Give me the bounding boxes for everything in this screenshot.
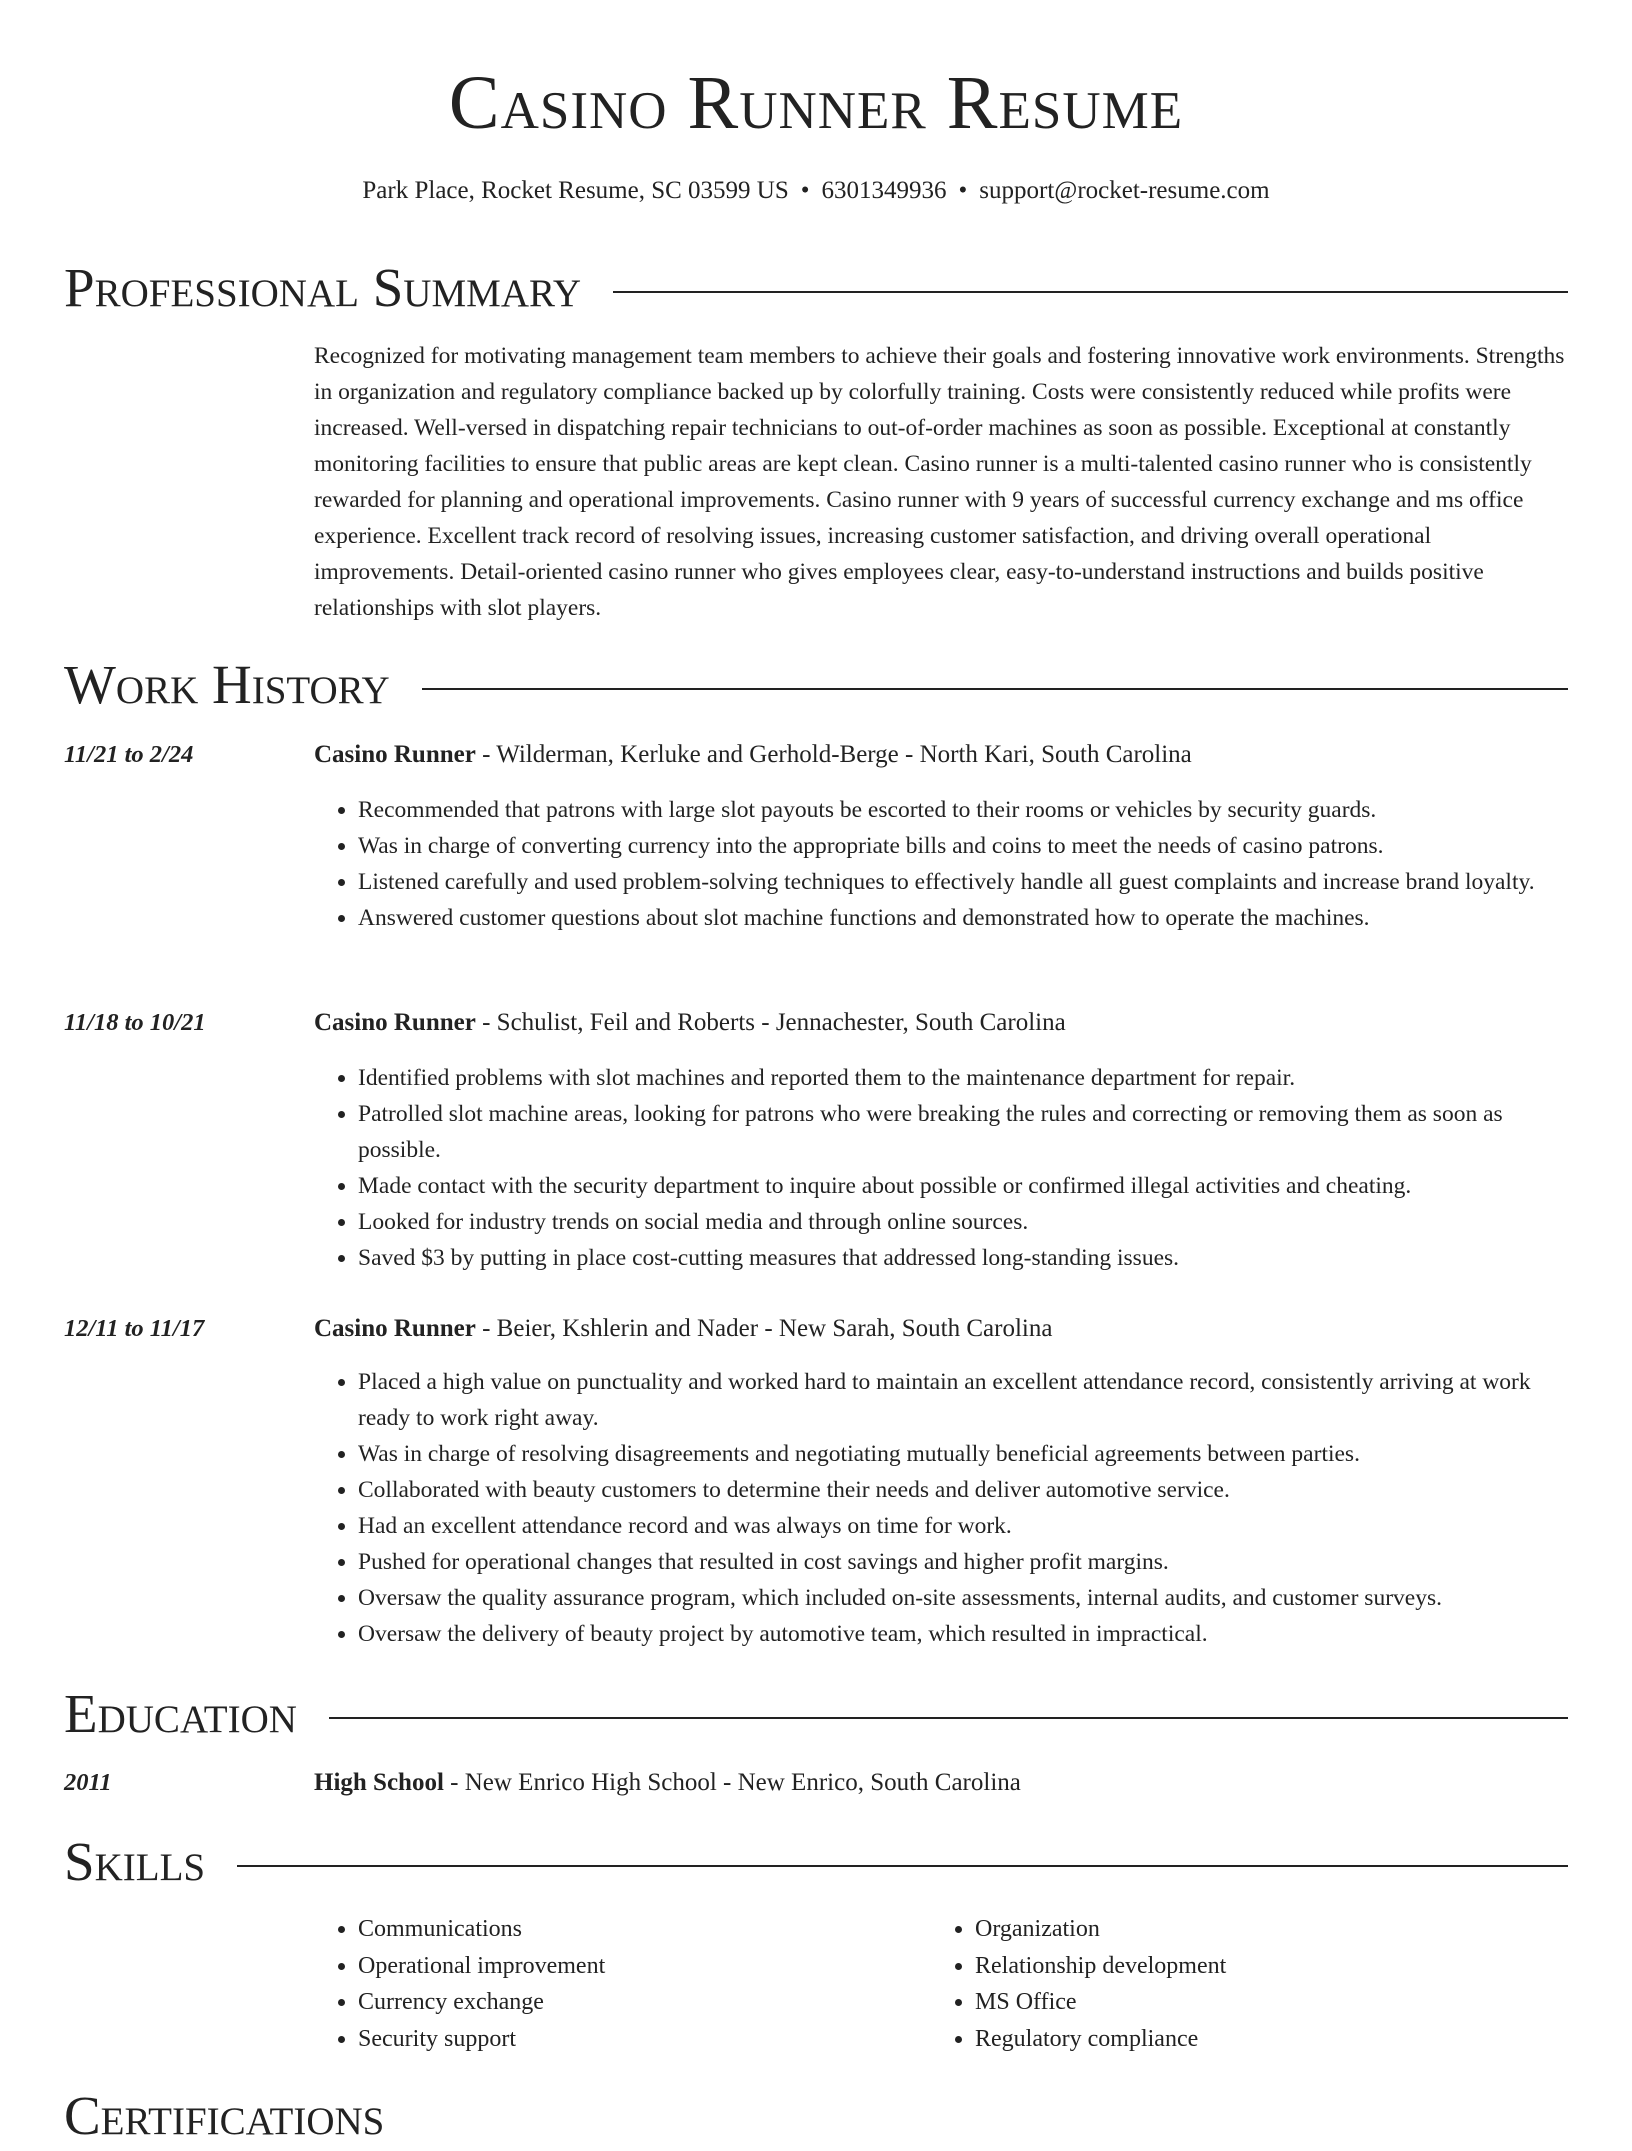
job-title: Casino Runner	[314, 741, 476, 768]
contact-line	[0, 174, 1632, 208]
certifications-section-header	[64, 2081, 1568, 2151]
job-header	[314, 1006, 1568, 1040]
skill-item: • Organization	[975, 1911, 1491, 1948]
job-bullets	[314, 1364, 1568, 1652]
section-divider	[422, 688, 1568, 690]
contact-phone: 6301349936	[821, 177, 947, 204]
skill-item: • Operational improvement	[358, 1948, 874, 1985]
education-entry	[314, 1766, 1568, 1800]
resume-title: Casino Runner Resume	[448, 61, 1184, 145]
job-bullets	[314, 792, 1568, 936]
job-dates: 12/11 to 11/17	[64, 1315, 205, 1342]
skills-list-right	[931, 1911, 1491, 2057]
skill-item: • Communications	[358, 1911, 874, 1948]
skill-item: • MS Office	[975, 1984, 1491, 2021]
contact-email: support@rocket-resume.com	[979, 177, 1270, 204]
certifications-heading: Certifications	[64, 2085, 385, 2146]
skills-heading: Skills	[64, 1831, 206, 1892]
summary-heading: Professional Summary	[64, 257, 582, 318]
section-divider	[613, 291, 1568, 293]
job-employer-location: - Wilderman, Kerluke and Gerhold-Berge - North Kari, South Carolina	[475, 741, 1192, 768]
job-bullet: • Collaborated with beauty customers to determine their needs and deliver automotive service.	[358, 1472, 1568, 1508]
job-employer-location: - Beier, Kshlerin and Nader - New Sarah, South Carolina	[475, 1315, 1053, 1342]
job-bullet: • Placed a high value on punctuality and worked hard to maintain an excellent attendance record, consistently arriving at work ready to work right away.	[358, 1364, 1568, 1436]
education-heading: Education	[64, 1683, 297, 1744]
skill-item: • Regulatory compliance	[975, 2021, 1491, 2058]
job-bullet: • Oversaw the quality assurance program, which included on-site assessments, internal audits, and customer surveys.	[358, 1580, 1568, 1616]
skills-list-left	[314, 1911, 874, 2057]
education-section-header	[64, 1679, 1568, 1749]
job-title: Casino Runner	[314, 1009, 476, 1036]
education-degree: High School	[314, 1769, 444, 1796]
job-bullet: • Had an excellent attendance record and was always on time for work.	[358, 1508, 1568, 1544]
job-bullet: • Answered customer questions about slot machine functions and demonstrated how to operate the machines.	[358, 900, 1568, 936]
section-divider	[329, 1717, 1568, 1719]
contact-separator: •	[800, 177, 810, 204]
skill-item: • Currency exchange	[358, 1984, 874, 2021]
work-history-section-header	[64, 650, 1568, 720]
summary-text: Recognized for motivating management team members to achieve their goals and fostering innovative work environments. Strengths in organization and regulatory compliance backed up by colorfully training. Costs were consistently reduced while profits were increased. Well-versed in dispatching repair technicians to out-of-order machines as soon as possible. Exceptional at constantly monitoring facilities to ensure that public areas are kept clean. Casino runner is a multi-talented casino runner who is consistently rewarded for planning and operational improvements. Casino runner with 9 years of successful currency exchange and ms office experience. Excellent track record of resolving issues, increasing customer satisfaction, and driving overall operational improvements. Detail-oriented casino runner who gives employees clear, easy-to-understand instructions and builds positive relationships with slot players.	[314, 343, 1565, 621]
job-dates: 11/21 to 2/24	[64, 741, 194, 768]
contact-address: Park Place, Rocket Resume, SC 03599 US	[362, 177, 789, 204]
skills-section-header	[64, 1827, 1568, 1897]
job-bullet: • Recommended that patrons with large slot payouts be escorted to their rooms or vehicles by security guards.	[358, 792, 1568, 828]
job-bullet: • Was in charge of converting currency into the appropriate bills and coins to meet the needs of casino patrons.	[358, 828, 1568, 864]
job-bullet: • Pushed for operational changes that resulted in cost savings and higher profit margins.	[358, 1544, 1568, 1580]
skill-item: • Relationship development	[975, 1948, 1491, 1985]
job-bullet: • Saved $3 by putting in place cost-cutting measures that addressed long-standing issues.	[358, 1240, 1568, 1276]
summary-section-header	[64, 253, 1568, 323]
job-header	[314, 1312, 1568, 1346]
skill-item: • Security support	[358, 2021, 874, 2058]
job-title: Casino Runner	[314, 1315, 476, 1342]
job-bullet: • Listened carefully and used problem-solving techniques to effectively handle all guest complaints and increase brand loyalty.	[358, 864, 1568, 900]
job-bullet: • Oversaw the delivery of beauty project by automotive team, which resulted in impractical.	[358, 1616, 1568, 1652]
section-divider	[237, 1865, 1568, 1867]
job-bullet: • Patrolled slot machine areas, looking for patrons who were breaking the rules and correcting or removing them as soon as possible.	[358, 1096, 1568, 1168]
job-bullet: • Identified problems with slot machines and reported them to the maintenance department for repair.	[358, 1060, 1568, 1096]
job-employer-location: - Schulist, Feil and Roberts - Jennachester, South Carolina	[475, 1009, 1066, 1036]
job-bullet: • Was in charge of resolving disagreements and negotiating mutually beneficial agreements between parties.	[358, 1436, 1568, 1472]
job-header	[314, 738, 1568, 772]
work-history-heading: Work History	[64, 654, 390, 715]
contact-separator: •	[958, 177, 968, 204]
education-school-location: - New Enrico High School - New Enrico, South Carolina	[443, 1769, 1021, 1796]
job-dates: 11/18 to 10/21	[64, 1009, 206, 1036]
education-year: 2011	[64, 1769, 112, 1796]
job-bullet: • Made contact with the security department to inquire about possible or confirmed illegal activities and cheating.	[358, 1168, 1568, 1204]
job-bullet: • Looked for industry trends on social media and through online sources.	[358, 1204, 1568, 1240]
job-bullets	[314, 1060, 1568, 1276]
